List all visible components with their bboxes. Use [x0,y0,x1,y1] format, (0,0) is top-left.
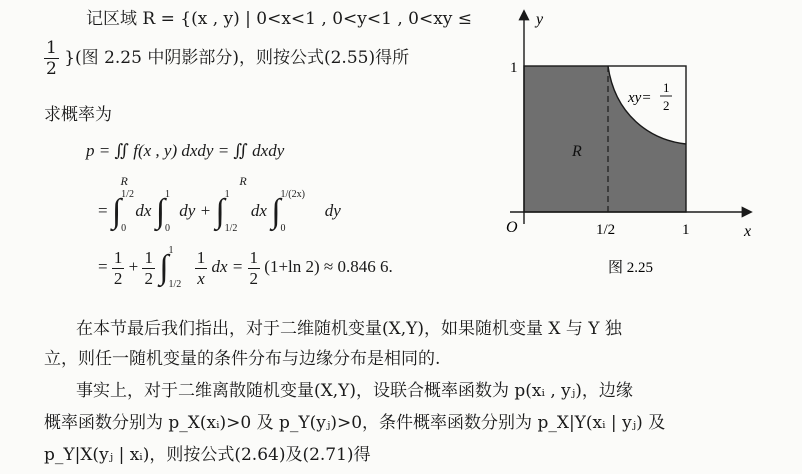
figure-caption: 图 2.25 [608,260,654,276]
integral-limits: 1 1/2 [168,245,182,290]
eq2-equals: = [98,200,108,220]
equation-1 [86,140,285,188]
region-label: R [572,143,582,160]
shaded-region-R [524,66,686,212]
integral-sign: ∫ [159,249,169,286]
paragraph-2-line-1: 事实上，对于二维离散随机变量(X,Y)，设联合概率函数为 p(xᵢ , yⱼ)，边缘 [76,381,633,401]
paragraph-2-line-3: p_Y|X(yⱼ | xᵢ)，则按公式(2.64)及(2.71)得 [44,445,371,465]
eq2-dy: dy [324,200,341,220]
double-integral-2-domain: R [239,174,247,188]
double-integral-1: ∬ R [114,140,128,162]
x-axis-label: x [744,223,752,240]
text-line-2-body: }(图 2.25 中阴影部分)，则按公式(2.55)得所 [64,48,410,68]
text-line-3: 求概率为 [44,105,112,125]
eq2-dy-plus: dy + [179,200,212,220]
eq3-dx: dx = [211,256,244,276]
eq2-dx: dx [135,200,152,220]
equation-3 [98,246,393,290]
origin-label: O [506,219,518,236]
fraction-one-half: $\frac{1}{2}$ [113,247,123,288]
integral-sign: ∫ [271,193,281,230]
curve-label: xy= [628,90,652,106]
fraction-one-half: $\frac{1}{2}$ [144,247,153,288]
eq1-middle: f(x , y) dxdy = [133,141,230,160]
x-tick-half: 1/2 [596,222,616,238]
eq1-rhs: dxdy [252,141,285,160]
double-integral-2: ∬ R [233,140,247,162]
equation-2 [98,190,341,234]
integral-limits: 1/2 0 [121,189,134,234]
paragraph-1-line-2: 立，则任一随机变量的条件分布与边缘分布是相同的. [44,349,441,369]
eq3-equals: = [98,256,108,276]
integral-sign: ∫ [215,193,225,230]
y-tick-1: 1 [510,60,518,76]
curve-label-numerator: 1 [663,80,670,95]
eq3-plus: + [128,256,139,276]
eq2-dx: dx [250,200,267,220]
fraction-one-half [44,38,59,79]
figure-2-25 [500,0,802,290]
y-axis-label: y [536,11,544,28]
curve-label-denominator: 2 [663,98,670,113]
fraction-numerator: 1 [46,38,57,58]
integral-sign: ∫ [155,193,166,230]
eq3-result: (1+ln 2) ≈ 0.846 6. [264,256,393,276]
fraction-one-over-x: $\frac{1}{x}$ [196,247,206,288]
text-line-1: 记区域 R = {(x , y) | 0<x<1 , 0<y<1 , 0<xy ≤ [86,9,473,29]
fraction-denominator: 2 [46,59,57,79]
fraction-one-half: $\frac{1}{2}$ [249,247,259,288]
x-tick-1: 1 [682,222,690,238]
eq1-lhs: p = [86,141,111,160]
double-integral-1-domain: R [120,174,128,188]
integral-limits: 1/(2x) 0 [280,189,305,234]
paragraph-1-line-1: 在本节最后我们指出，对于二维随机变量(X,Y)，如果随机变量 X 与 Y 独 [76,319,622,339]
integral-limits: 1 0 [165,189,171,234]
integral-limits: 1 1/2 [224,189,238,234]
text-line-2 [44,38,409,79]
integral-sign: ∫ [111,193,122,230]
paragraph-2-line-2: 概率函数分别为 p_X(xᵢ)>0 及 p_Y(yⱼ)>0，条件概率函数分别为 p_X|Y(xᵢ | yⱼ) 及 [44,413,666,433]
